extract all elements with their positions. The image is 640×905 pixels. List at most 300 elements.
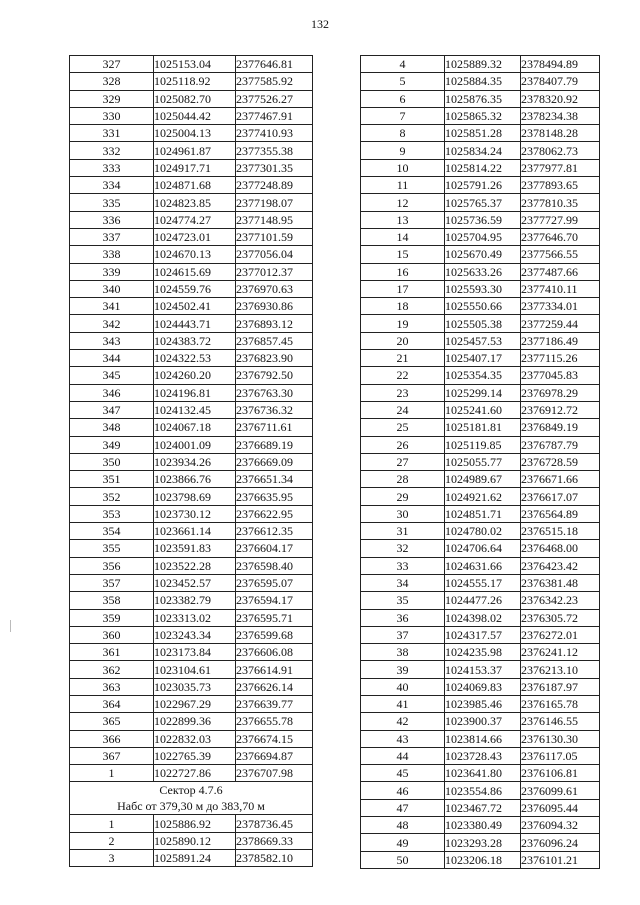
x-coordinate-cell: 1025119.85	[445, 436, 521, 453]
point-number-cell: 25	[361, 419, 445, 436]
point-number-cell: 345	[70, 367, 154, 384]
point-number-cell: 362	[70, 661, 154, 678]
point-number-cell: 47	[361, 799, 445, 816]
point-number-cell: 24	[361, 401, 445, 418]
point-number-cell: 346	[70, 384, 154, 401]
x-coordinate-cell: 1024322.53	[154, 350, 236, 367]
point-number-cell: 27	[361, 453, 445, 470]
right-table-body	[361, 56, 600, 869]
y-coordinate-cell: 2376707.98	[236, 765, 313, 782]
x-coordinate-cell: 1024235.98	[445, 644, 521, 661]
y-coordinate-cell: 2376095.44	[521, 799, 600, 816]
table-row	[361, 782, 600, 799]
point-number-cell: 358	[70, 592, 154, 609]
point-number-cell: 367	[70, 747, 154, 764]
table-row	[361, 851, 600, 868]
table-row	[361, 540, 600, 557]
x-coordinate-cell: 1025153.04	[154, 56, 236, 73]
x-coordinate-cell: 1024989.67	[445, 471, 521, 488]
point-number-cell: 16	[361, 263, 445, 280]
y-coordinate-cell: 2376117.05	[521, 747, 600, 764]
x-coordinate-cell: 1023661.14	[154, 523, 236, 540]
point-number-cell: 43	[361, 730, 445, 747]
point-number-cell: 36	[361, 609, 445, 626]
table-row	[361, 298, 600, 315]
y-coordinate-cell: 2376594.17	[236, 592, 313, 609]
y-coordinate-cell: 2377301.35	[236, 159, 313, 176]
point-number-cell: 359	[70, 609, 154, 626]
point-number-cell: 330	[70, 107, 154, 124]
point-number-cell: 29	[361, 488, 445, 505]
y-coordinate-cell: 2376639.77	[236, 695, 313, 712]
y-coordinate-cell: 2376595.71	[236, 609, 313, 626]
x-coordinate-cell: 1024615.69	[154, 263, 236, 280]
table-row	[70, 747, 313, 764]
point-number-cell: 366	[70, 730, 154, 747]
table-row	[70, 644, 313, 661]
y-coordinate-cell: 2376165.78	[521, 695, 600, 712]
y-coordinate-cell: 2377115.26	[521, 350, 600, 367]
point-number-cell: 360	[70, 626, 154, 643]
y-coordinate-cell: 2377248.89	[236, 177, 313, 194]
table-row	[70, 56, 313, 73]
x-coordinate-cell: 1023522.28	[154, 557, 236, 574]
x-coordinate-cell: 1023452.57	[154, 574, 236, 591]
point-number-cell: 11	[361, 177, 445, 194]
y-coordinate-cell: 2378582.10	[236, 850, 313, 867]
y-coordinate-cell: 2376342.23	[521, 592, 600, 609]
x-coordinate-cell: 1024502.41	[154, 298, 236, 315]
y-coordinate-cell: 2378669.33	[236, 832, 313, 849]
point-number-cell: 354	[70, 523, 154, 540]
y-coordinate-cell: 2376606.08	[236, 644, 313, 661]
y-coordinate-cell: 2376651.34	[236, 471, 313, 488]
y-coordinate-cell: 2376655.78	[236, 713, 313, 730]
y-coordinate-cell: 2377334.01	[521, 298, 600, 315]
x-coordinate-cell: 1023243.34	[154, 626, 236, 643]
y-coordinate-cell: 2377977.81	[521, 159, 600, 176]
y-coordinate-cell: 2377101.59	[236, 228, 313, 245]
x-coordinate-cell: 1025851.28	[445, 125, 521, 142]
table-row	[70, 626, 313, 643]
x-coordinate-cell: 1025593.30	[445, 280, 521, 297]
y-coordinate-cell: 2376130.30	[521, 730, 600, 747]
y-coordinate-cell: 2376099.61	[521, 782, 600, 799]
x-coordinate-cell: 1025354.35	[445, 367, 521, 384]
x-coordinate-cell: 1023730.12	[154, 505, 236, 522]
table-row	[361, 592, 600, 609]
y-coordinate-cell: 2376857.45	[236, 332, 313, 349]
table-row	[361, 471, 600, 488]
y-coordinate-cell: 2376970.63	[236, 280, 313, 297]
table-row	[361, 799, 600, 816]
point-number-cell: 348	[70, 419, 154, 436]
x-coordinate-cell: 1024317.57	[445, 626, 521, 643]
point-number-cell: 32	[361, 540, 445, 557]
x-coordinate-cell: 1023985.46	[445, 695, 521, 712]
table-row	[70, 419, 313, 436]
x-coordinate-cell: 1023900.37	[445, 713, 521, 730]
table-row	[361, 747, 600, 764]
table-row	[70, 194, 313, 211]
x-coordinate-cell: 1025633.26	[445, 263, 521, 280]
y-coordinate-cell: 2376669.09	[236, 453, 313, 470]
table-row	[70, 159, 313, 176]
x-coordinate-cell: 1024780.02	[445, 523, 521, 540]
point-number-cell: 50	[361, 851, 445, 868]
table-row	[70, 125, 313, 142]
table-row	[70, 592, 313, 609]
point-number-cell: 19	[361, 315, 445, 332]
table-row	[361, 661, 600, 678]
x-coordinate-cell: 1023382.79	[154, 592, 236, 609]
table-row	[70, 384, 313, 401]
y-coordinate-cell: 2376635.95	[236, 488, 313, 505]
table-row	[70, 815, 313, 832]
y-coordinate-cell: 2376614.91	[236, 661, 313, 678]
point-number-cell: 44	[361, 747, 445, 764]
y-coordinate-cell: 2376622.95	[236, 505, 313, 522]
x-coordinate-cell: 1023798.69	[154, 488, 236, 505]
table-row	[361, 453, 600, 470]
point-number-cell: 28	[361, 471, 445, 488]
y-coordinate-cell: 2378736.45	[236, 815, 313, 832]
table-row	[70, 263, 313, 280]
y-coordinate-cell: 2378407.79	[521, 73, 600, 90]
x-coordinate-cell: 1025884.35	[445, 73, 521, 90]
point-number-cell: 363	[70, 678, 154, 695]
x-coordinate-cell: 1025407.17	[445, 350, 521, 367]
table-row	[70, 678, 313, 695]
y-coordinate-cell: 2376599.68	[236, 626, 313, 643]
point-number-cell: 361	[70, 644, 154, 661]
x-coordinate-cell: 1024706.64	[445, 540, 521, 557]
y-coordinate-cell: 2377646.70	[521, 228, 600, 245]
table-row	[70, 713, 313, 730]
point-number-cell: 3	[70, 850, 154, 867]
x-coordinate-cell: 1022727.86	[154, 765, 236, 782]
table-row	[70, 211, 313, 228]
point-number-cell: 12	[361, 194, 445, 211]
y-coordinate-cell: 2376096.24	[521, 834, 600, 851]
y-coordinate-cell: 2377566.55	[521, 246, 600, 263]
point-number-cell: 14	[361, 228, 445, 245]
point-number-cell: 26	[361, 436, 445, 453]
table-row	[70, 350, 313, 367]
table-row	[361, 90, 600, 107]
x-coordinate-cell: 1025889.32	[445, 56, 521, 73]
table-row	[361, 56, 600, 73]
x-coordinate-cell: 1025055.77	[445, 453, 521, 470]
point-number-cell: 40	[361, 678, 445, 695]
table-row	[361, 626, 600, 643]
x-coordinate-cell: 1024670.13	[154, 246, 236, 263]
table-row	[70, 367, 313, 384]
point-number-cell: 33	[361, 557, 445, 574]
y-coordinate-cell: 2376305.72	[521, 609, 600, 626]
x-coordinate-cell: 1024631.66	[445, 557, 521, 574]
page-number: 132	[311, 17, 329, 31]
x-coordinate-cell: 1023591.83	[154, 540, 236, 557]
x-coordinate-cell: 1025670.49	[445, 246, 521, 263]
y-coordinate-cell: 2376728.59	[521, 453, 600, 470]
point-number-cell: 15	[361, 246, 445, 263]
table-row	[361, 73, 600, 90]
table-row	[361, 644, 600, 661]
y-coordinate-cell: 2376930.86	[236, 298, 313, 315]
x-coordinate-cell: 1024398.02	[445, 609, 521, 626]
x-coordinate-cell: 1025886.92	[154, 815, 236, 832]
point-number-cell: 342	[70, 315, 154, 332]
table-row	[70, 315, 313, 332]
y-coordinate-cell: 2377467.91	[236, 107, 313, 124]
table-row	[361, 177, 600, 194]
x-coordinate-cell: 1025814.22	[445, 159, 521, 176]
table-row	[361, 211, 600, 228]
point-number-cell: 352	[70, 488, 154, 505]
y-coordinate-cell: 2377259.44	[521, 315, 600, 332]
y-coordinate-cell: 2377355.38	[236, 142, 313, 159]
y-coordinate-cell: 2376241.12	[521, 644, 600, 661]
y-coordinate-cell: 2377893.65	[521, 177, 600, 194]
point-number-cell: 353	[70, 505, 154, 522]
y-coordinate-cell: 2377410.11	[521, 280, 600, 297]
table-row	[361, 730, 600, 747]
x-coordinate-cell: 1025241.60	[445, 401, 521, 418]
y-coordinate-cell: 2377646.81	[236, 56, 313, 73]
point-number-cell: 337	[70, 228, 154, 245]
y-coordinate-cell: 2377198.07	[236, 194, 313, 211]
x-coordinate-cell: 1022832.03	[154, 730, 236, 747]
y-coordinate-cell: 2376689.19	[236, 436, 313, 453]
x-coordinate-cell: 1023641.80	[445, 765, 521, 782]
x-coordinate-cell: 1025299.14	[445, 384, 521, 401]
sector-subtitle: Набс от 379,30 м до 383,70 м	[117, 799, 265, 814]
x-coordinate-cell: 1023104.61	[154, 661, 236, 678]
point-number-cell: 13	[361, 211, 445, 228]
point-number-cell: 18	[361, 298, 445, 315]
x-coordinate-cell: 1024851.71	[445, 505, 521, 522]
y-coordinate-cell: 2377045.83	[521, 367, 600, 384]
point-number-cell: 37	[361, 626, 445, 643]
y-coordinate-cell: 2378494.89	[521, 56, 600, 73]
y-coordinate-cell: 2376381.48	[521, 574, 600, 591]
table-row	[70, 401, 313, 418]
y-coordinate-cell: 2378062.73	[521, 142, 600, 159]
y-coordinate-cell: 2376849.19	[521, 419, 600, 436]
point-number-cell: 331	[70, 125, 154, 142]
point-number-cell: 328	[70, 73, 154, 90]
point-number-cell: 6	[361, 90, 445, 107]
x-coordinate-cell: 1025505.38	[445, 315, 521, 332]
y-coordinate-cell: 2378148.28	[521, 125, 600, 142]
table-row	[361, 125, 600, 142]
sector-header	[70, 782, 313, 815]
table-row	[70, 505, 313, 522]
table-row	[361, 315, 600, 332]
table-row	[361, 350, 600, 367]
table-row	[70, 107, 313, 124]
table-row	[361, 263, 600, 280]
x-coordinate-cell: 1023554.86	[445, 782, 521, 799]
left-table-body	[70, 56, 313, 867]
table-row	[70, 436, 313, 453]
x-coordinate-cell: 1025876.35	[445, 90, 521, 107]
x-coordinate-cell: 1024921.62	[445, 488, 521, 505]
table-row	[70, 540, 313, 557]
point-number-cell: 41	[361, 695, 445, 712]
x-coordinate-cell: 1024153.37	[445, 661, 521, 678]
point-number-cell: 5	[361, 73, 445, 90]
x-coordinate-cell: 1024260.20	[154, 367, 236, 384]
x-coordinate-cell: 1024871.68	[154, 177, 236, 194]
table-row	[361, 695, 600, 712]
y-coordinate-cell: 2376595.07	[236, 574, 313, 591]
point-number-cell: 343	[70, 332, 154, 349]
point-number-cell: 45	[361, 765, 445, 782]
table-row	[70, 246, 313, 263]
x-coordinate-cell: 1025890.12	[154, 832, 236, 849]
x-coordinate-cell: 1024917.71	[154, 159, 236, 176]
x-coordinate-cell: 1025891.24	[154, 850, 236, 867]
point-number-cell: 46	[361, 782, 445, 799]
x-coordinate-cell: 1024774.27	[154, 211, 236, 228]
y-coordinate-cell: 2376272.01	[521, 626, 600, 643]
x-coordinate-cell: 1024823.85	[154, 194, 236, 211]
point-number-cell: 332	[70, 142, 154, 159]
table-row	[70, 695, 313, 712]
x-coordinate-cell: 1022899.36	[154, 713, 236, 730]
point-number-cell: 333	[70, 159, 154, 176]
x-coordinate-cell: 1025082.70	[154, 90, 236, 107]
coordinates-table-right	[360, 55, 600, 869]
sector-title: Сектор 4.7.6	[159, 783, 223, 798]
x-coordinate-cell: 1023313.02	[154, 609, 236, 626]
point-number-cell: 42	[361, 713, 445, 730]
table-row	[361, 713, 600, 730]
table-row	[70, 453, 313, 470]
table-row	[70, 471, 313, 488]
table-row	[361, 834, 600, 851]
table-row	[361, 678, 600, 695]
x-coordinate-cell: 1025791.26	[445, 177, 521, 194]
table-row	[70, 832, 313, 849]
x-coordinate-cell: 1023728.43	[445, 747, 521, 764]
x-coordinate-cell: 1025044.42	[154, 107, 236, 124]
x-coordinate-cell: 1025865.32	[445, 107, 521, 124]
table-row	[361, 159, 600, 176]
y-coordinate-cell: 2377526.27	[236, 90, 313, 107]
table-row	[361, 401, 600, 418]
sector-header-row	[70, 782, 313, 815]
point-number-cell: 336	[70, 211, 154, 228]
x-coordinate-cell: 1024383.72	[154, 332, 236, 349]
y-coordinate-cell: 2376671.66	[521, 471, 600, 488]
x-coordinate-cell: 1022765.39	[154, 747, 236, 764]
y-coordinate-cell: 2376094.32	[521, 817, 600, 834]
table-row	[361, 107, 600, 124]
y-coordinate-cell: 2376787.79	[521, 436, 600, 453]
table-row	[70, 332, 313, 349]
y-coordinate-cell: 2376626.14	[236, 678, 313, 695]
point-number-cell: 31	[361, 523, 445, 540]
point-number-cell: 23	[361, 384, 445, 401]
y-coordinate-cell: 2376694.87	[236, 747, 313, 764]
point-number-cell: 8	[361, 125, 445, 142]
y-coordinate-cell: 2376978.29	[521, 384, 600, 401]
point-number-cell: 34	[361, 574, 445, 591]
table-row	[70, 90, 313, 107]
x-coordinate-cell: 1024961.87	[154, 142, 236, 159]
y-coordinate-cell: 2378320.92	[521, 90, 600, 107]
point-number-cell: 356	[70, 557, 154, 574]
table-row	[70, 488, 313, 505]
table-row	[70, 142, 313, 159]
table-row	[361, 609, 600, 626]
x-coordinate-cell: 1023293.28	[445, 834, 521, 851]
y-coordinate-cell: 2376763.30	[236, 384, 313, 401]
y-coordinate-cell: 2376213.10	[521, 661, 600, 678]
point-number-cell: 21	[361, 350, 445, 367]
table-row	[70, 730, 313, 747]
table-row	[361, 765, 600, 782]
point-number-cell: 351	[70, 471, 154, 488]
point-number-cell: 339	[70, 263, 154, 280]
point-number-cell: 20	[361, 332, 445, 349]
table-row	[361, 194, 600, 211]
x-coordinate-cell: 1025181.81	[445, 419, 521, 436]
table-row	[361, 367, 600, 384]
x-coordinate-cell: 1023934.26	[154, 453, 236, 470]
x-coordinate-cell: 1025765.37	[445, 194, 521, 211]
y-coordinate-cell: 2376515.18	[521, 523, 600, 540]
y-coordinate-cell: 2377585.92	[236, 73, 313, 90]
scan-mark	[10, 620, 11, 632]
x-coordinate-cell: 1023380.49	[445, 817, 521, 834]
table-row	[70, 523, 313, 540]
point-number-cell: 9	[361, 142, 445, 159]
table-row	[361, 384, 600, 401]
point-number-cell: 357	[70, 574, 154, 591]
table-row	[361, 228, 600, 245]
point-number-cell: 4	[361, 56, 445, 73]
table-row	[70, 765, 313, 782]
point-number-cell: 335	[70, 194, 154, 211]
y-coordinate-cell: 2376146.55	[521, 713, 600, 730]
y-coordinate-cell: 2377487.66	[521, 263, 600, 280]
table-row	[361, 817, 600, 834]
x-coordinate-cell: 1022967.29	[154, 695, 236, 712]
y-coordinate-cell: 2376101.21	[521, 851, 600, 868]
point-number-cell: 338	[70, 246, 154, 263]
point-number-cell: 365	[70, 713, 154, 730]
table-row	[70, 298, 313, 315]
point-number-cell: 349	[70, 436, 154, 453]
x-coordinate-cell: 1024196.81	[154, 384, 236, 401]
table-row	[70, 609, 313, 626]
point-number-cell: 49	[361, 834, 445, 851]
table-row	[70, 850, 313, 867]
x-coordinate-cell: 1024559.76	[154, 280, 236, 297]
y-coordinate-cell: 2376711.61	[236, 419, 313, 436]
x-coordinate-cell: 1024555.17	[445, 574, 521, 591]
x-coordinate-cell: 1025736.59	[445, 211, 521, 228]
table-row	[361, 246, 600, 263]
x-coordinate-cell: 1025704.95	[445, 228, 521, 245]
y-coordinate-cell: 2376617.07	[521, 488, 600, 505]
coordinates-table-left	[69, 55, 313, 867]
point-number-cell: 344	[70, 350, 154, 367]
